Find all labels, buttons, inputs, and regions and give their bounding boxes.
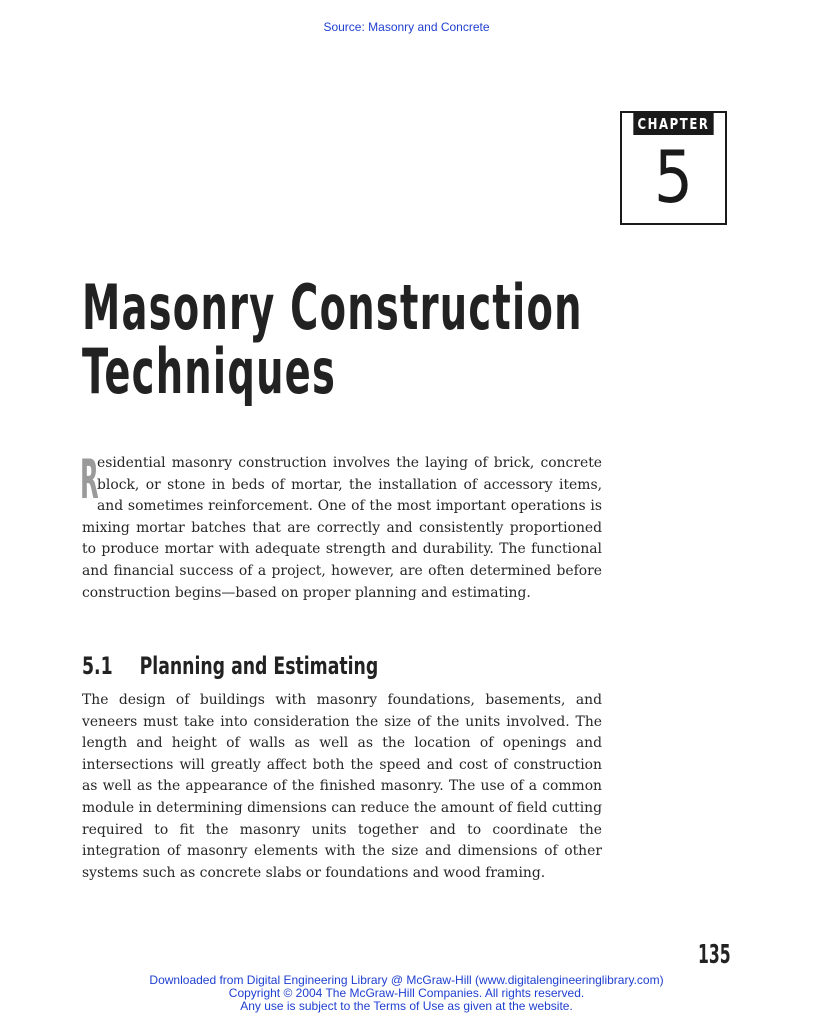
- footer-copyright-line: Copyright © 2004 The McGraw-Hill Companies. All rights reserved.: [228, 986, 585, 1000]
- chapter-label: CHAPTER: [633, 113, 713, 135]
- page-number: 135: [698, 940, 731, 970]
- section-heading: [82, 652, 378, 680]
- intro-text: esidential masonry construction involves the laying of brick, concrete block, or stone in beds of mortar, the installation of accessory items, and sometimes reinforcement. One of the most important operations is mixing mortar batches that are correctly and consistently proportioned to produce mortar with adequate strength and durability. The functional and financial success of a project, however, are often determined before construction begins—based on proper planning and estimating.: [82, 455, 602, 601]
- drop-cap: R: [80, 448, 99, 511]
- footer: [0, 974, 813, 1013]
- source-header[interactable]: Source: Masonry and Concrete: [323, 20, 490, 34]
- footer-terms-line: Any use is subject to the Terms of Use as given at the website.: [240, 999, 573, 1013]
- chapter-title-line-2: Techniques: [82, 335, 337, 408]
- section-paragraph: The design of buildings with masonry foundations, basements, and veneers must take into consideration the size of the units involved. The length and height of walls as well as the location of openings and intersections will greatly affect both the speed and cost of construction as well as the appearance of the finished masonry. The use of a common module in determining dimensions can reduce the amount of field cutting required to fit the masonry units together and to coordinate the integration of masonry elements with the size and dimensions of other systems such as concrete slabs or foundations and wood framing.: [82, 692, 602, 881]
- intro-paragraph: [80, 448, 602, 604]
- section-number: 5.1: [82, 652, 113, 680]
- chapter-title: [82, 271, 583, 408]
- section-title: Planning and Estimating: [139, 652, 379, 680]
- chapter-number: 5: [654, 135, 693, 219]
- chapter-title-line-1: Masonry Construction: [82, 271, 583, 344]
- chapter-badge: [620, 111, 727, 225]
- footer-download-line[interactable]: Downloaded from Digital Engineering Library @ McGraw-Hill (www.digitalengineeringlibrary.com): [149, 973, 664, 987]
